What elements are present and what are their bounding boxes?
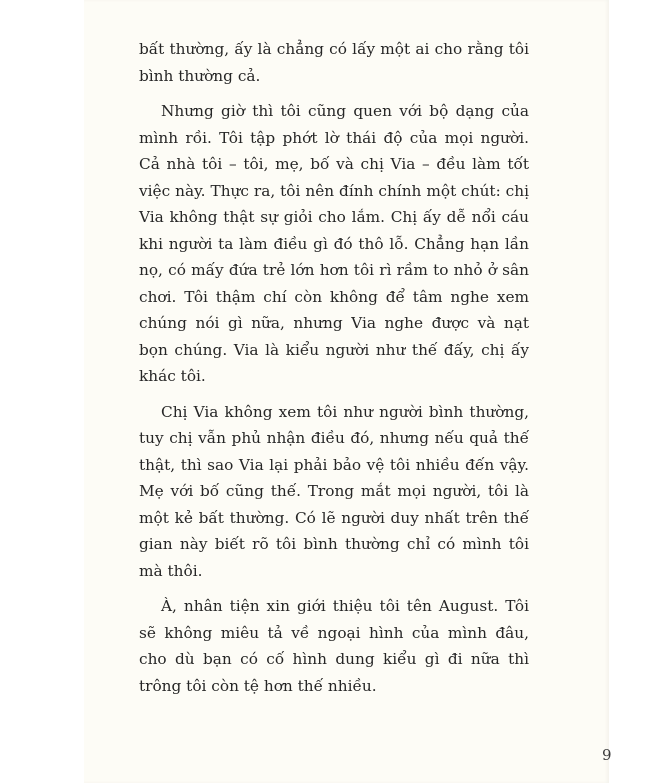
paragraph-continued: bất thường, ấy là chẳng có lấy một ai cho rằng tôi bình thường cả. — [139, 40, 529, 85]
page-number: 9 — [602, 746, 612, 764]
body-text — [139, 36, 529, 708]
paragraph: Nhưng giờ thì tôi cũng quen với bộ dạng của mình rồi. Tôi tập phớt lờ thái độ của mọi người. Cả nhà tôi – tôi, mẹ, bố và chị Via – đều làm tốt việc này. Thực ra, tôi nên đính chính một chút: chị Via không thật sự giỏi cho lắm. Chị ấy dễ nổi cáu khi người ta làm điều gì đó thô lỗ. Chẳng hạn lần nọ, có mấy đứa trẻ lớn hơn tôi rì rầm to nhỏ ở sân chơi. Tôi thậm chí còn không để tâm nghe xem chúng nói gì nữa, nhưng Via nghe được và nạt bọn chúng. Via là kiểu người như thế đấy, chị ấy khác tôi. — [139, 102, 529, 385]
paragraph: Chị Via không xem tôi như người bình thường, tuy chị vẫn phủ nhận điều đó, nhưng nếu quả thế thật, thì sao Via lại phải bảo vệ tôi nhiều đến vậy. Mẹ với bố cũng thế. Trong mắt mọi người, tôi là một kẻ bất thường. Có lẽ người duy nhất trên thế gian này biết rõ tôi bình thường chỉ có mình tôi mà thôi. — [139, 402, 529, 580]
paragraph: À, nhân tiện xin giới thiệu tôi tên August. Tôi sẽ không miêu tả về ngoại hình của mình đâu, cho dù bạn có cố hình dung kiểu gì đi nữa thì trông tôi còn tệ hơn thế nhiều. — [139, 597, 529, 695]
book-page — [84, 0, 612, 783]
